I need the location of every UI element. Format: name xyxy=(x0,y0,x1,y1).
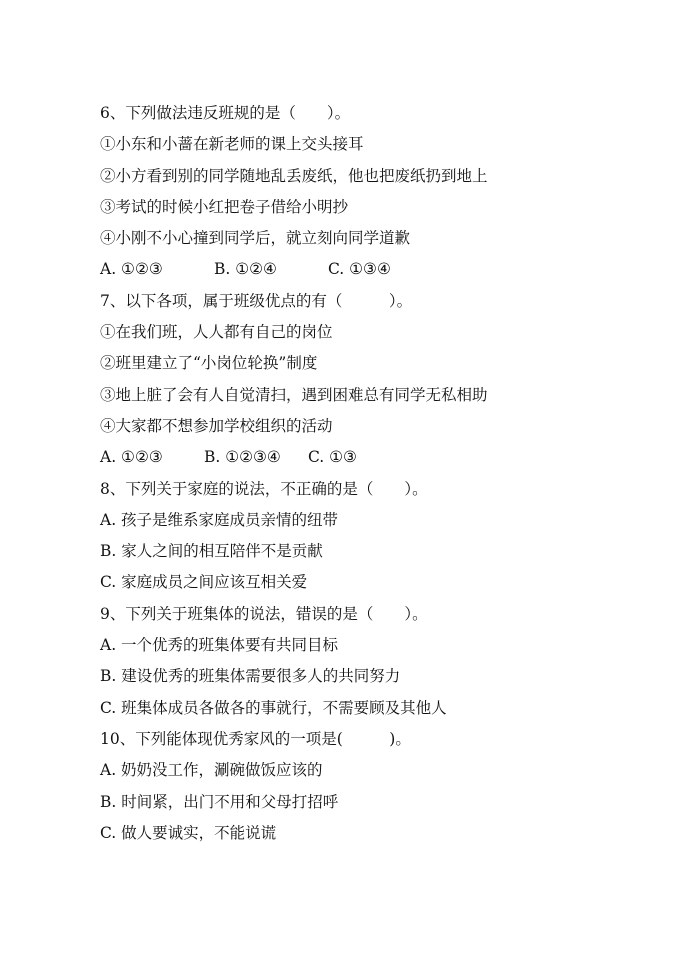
question-6-option-c: C. ①③④ xyxy=(328,260,391,279)
question-6-stem: 6、下列做法违反班规的是（ ）。 xyxy=(100,104,351,122)
question-6-option-b: B. ①②④ xyxy=(214,260,277,279)
question-7-item-1: ①在我们班，人人都有自己的岗位 xyxy=(100,323,333,342)
question-7-item-2: ②班里建立了“小岗位轮换”制度 xyxy=(100,354,318,373)
question-7-stem: 7、以下各项，属于班级优点的有（ ）。 xyxy=(100,291,413,310)
question-6-item-1: ①小东和小蔷在新老师的课上交头接耳 xyxy=(100,135,364,154)
question-8-stem: 8、下列关于家庭的说法，不正确的是（ ）。 xyxy=(100,479,428,498)
question-10-option-c: C. 做人要诚实，不能说谎 xyxy=(100,823,277,842)
question-7-option-c: C. ①③ xyxy=(308,448,357,467)
question-list xyxy=(100,98,620,849)
question-6-item-2: ②小方看到别的同学随地乱丢废纸，他也把废纸扔到地上 xyxy=(100,166,488,185)
question-6-item-4: ④小刚不小心撞到同学后，就立刻向同学道歉 xyxy=(100,229,411,248)
question-10-option-b: B. 时间紧，出门不用和父母打招呼 xyxy=(100,792,339,811)
question-6-options xyxy=(100,254,620,285)
question-8-option-c: C. 家庭成员之间应该互相关爱 xyxy=(100,573,308,592)
question-8-option-b: B. 家人之间的相互陪伴不是贡献 xyxy=(100,542,323,561)
question-10-option-a: A. 奶奶没工作，涮碗做饭应该的 xyxy=(100,761,323,780)
question-7-option-a: A. ①②③ xyxy=(100,448,163,467)
question-6-item-3: ③考试的时候小红把卷子借给小明抄 xyxy=(100,197,349,216)
question-8-option-a: A. 孩子是维系家庭成员亲情的纽带 xyxy=(100,510,339,529)
question-9-option-b: B. 建设优秀的班集体需要很多人的共同努力 xyxy=(100,667,401,686)
question-7-options xyxy=(100,442,620,473)
question-7-item-3: ③地上脏了会有人自觉清扫，遇到困难总有同学无私相助 xyxy=(100,385,488,404)
question-6-option-a: A. ①②③ xyxy=(100,260,163,279)
question-9-option-c: C. 班集体成员各做各的事就行，不需要顾及其他人 xyxy=(100,698,447,717)
question-9-stem: 9、下列关于班集体的说法，错误的是（ ）。 xyxy=(100,604,428,623)
question-7-option-b: B. ①②③④ xyxy=(204,448,281,467)
question-10-stem: 10、下列能体现优秀家风的一项是( )。 xyxy=(100,729,411,748)
question-9-option-a: A. 一个优秀的班集体要有共同目标 xyxy=(100,636,339,655)
question-7-item-4: ④大家都不想参加学校组织的活动 xyxy=(100,416,333,435)
